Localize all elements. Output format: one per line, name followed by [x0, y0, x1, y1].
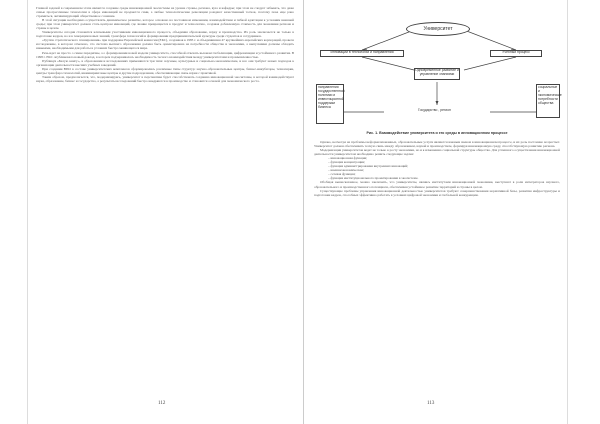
right-page-text	[314, 140, 560, 197]
list-item: – сетевая функция;	[328, 172, 560, 176]
state-policy-box: направления государственной политики и инвестиционной поддержки бизнеса	[316, 84, 344, 124]
list-item: – функция администрирования внутренних инноваций;	[328, 164, 560, 168]
paragraph: «Группа стратегического планирования» при поддержке Европейской комиссии (ЕКС), созданная в 1983 г. и объединившая 47 крупнейших европейских корпораций, провела исследование, в котором отмечено, что система высшего образования должна быть ориентирована на потребности общества и экономики, а выпускники должны обладать навыками, необходимыми для работы в условиях быстро меняющегося мира.	[36, 38, 294, 51]
paragraph: Университеты сегодня становятся ключевыми участниками инновационного процесса, объединяя образование, науку и производство. Их роль заключается не только в подготовке кадров, но и в генерации новых знаний, трансфере технологий и формировании предпринимательской культуры среди студентов и сотрудников.	[36, 30, 294, 39]
list-item: – функция концентрации;	[328, 160, 560, 164]
state-region-label: Государство , регион	[418, 108, 451, 112]
innovation-box: Инновации в технологии и направления	[320, 50, 404, 57]
paragraph: Таким образом, предполагается, что, модернизируясь, университет в перспективе будет способствовать созданию инновационной экосистемы, в которой взаимодействуют наука, образование, бизнес и государство, а результаты исследований быстро внедряются в производство и становятся основой для экономического роста.	[36, 74, 294, 83]
paragraph: Главной задачей в современном этапе является создание среды инновационной экосистемы на уровне страны, региона, вуза и кафедры; при этом не следует забывать, что даже самые прогрессивные технологии в сфере инноваций не продаются сами, а любые технологические революции рождают качественный толчок, поэтому пока еще рано стремиться, активизирующий общественное сознание.	[36, 6, 294, 19]
paragraph: Речь идет не просто о смене парадигмы, а о формировании новой модели университета, способной отвечать вызовам глобализации, цифровизации и устойчивого развития. В 1998 г. ЕКС опубликовала новый доклад, в котором подчеркивалась необходимость тесного взаимодействия между университетами и промышленностью.	[36, 50, 294, 59]
education-box: Учебный процесс	[490, 50, 542, 57]
left-page-text	[36, 6, 294, 83]
paragraph: Модернизация университетов ведет не только к росту экономики, но и к изменению социальной структуры общества. Для успешного осуществления инновационной деятельности университетам необходимо решить следующие задачи:	[314, 148, 560, 157]
paragraph: Однако, несмотря на проблемы неформализованных, образовательные услуги являются важным звеном в инновационном процессе, и их роль постоянно возрастает. Университет должен обеспечивать тесную связь между образованием, наукой и производством, формируя инновационную среду, способствующую развитию региона.	[314, 140, 560, 149]
paragraph: Существующие проблемы управления инновационной деятельностью университетов требуют совершенствования нормативной базы, развития инфраструктуры и подготовки кадров, способных эффективно работать в условиях цифровой экономики и глобальной конкуренции.	[314, 188, 560, 197]
page-number-right: 113	[427, 401, 435, 406]
figure-diagram	[314, 20, 560, 125]
knowledge-box: Одновременное развитие и управление знаниями	[414, 68, 460, 80]
page-gutter	[303, 0, 304, 424]
paragraph: При создании ВПО в составе университетских комплексов сформировались различные типы структур: научно-образовательные центры, бизнес-инкубаторы, технопарки, центры трансфера технологий, инжиниринговые центры и другие подразделения, обеспечивающие связь науки с практикой.	[36, 66, 294, 75]
paragraph: Обобщая вышесказанное, можно заключить, что университеты, являясь институтами инновационной экономики, выступают в роли интеграторов научного, образовательного и производственного потенциала, обеспечивая устойчивое развитие территорий и страны в целом.	[314, 180, 560, 189]
university-node: Университет	[406, 22, 470, 36]
list-item: – внешнеэкономическая;	[328, 168, 560, 172]
paragraph: Публикуя «Белую книгу», в образовании и исследованиях применяются три типа: научные, культурные и социально-экономические, и все они требуют новых подходов к организации деятельности высших учебных заведений.	[36, 58, 294, 67]
society-needs-box: социальные и экономические потребности общества	[536, 84, 560, 118]
list-item: – функция институционального проектирования в экосистеме.	[328, 176, 560, 180]
paragraph: В этой ситуации необходимо осуществлять динамическое развитие, которое основано на постоянном изменении, взаимодействии и гибкой адаптации к условиям внешней среды; при этом университет должен стать центром инноваций, где знание превращается в продукт и технологию, создавая добавленную стоимость для экономики региона и страны в целом.	[36, 18, 294, 31]
function-list	[314, 156, 560, 180]
figure-caption: Рис. 1. Взаимодействие университета и его среды в инновационном процессе	[366, 131, 508, 135]
list-item: – инновационная функция;	[328, 156, 560, 160]
page-number-left: 112	[158, 401, 166, 406]
